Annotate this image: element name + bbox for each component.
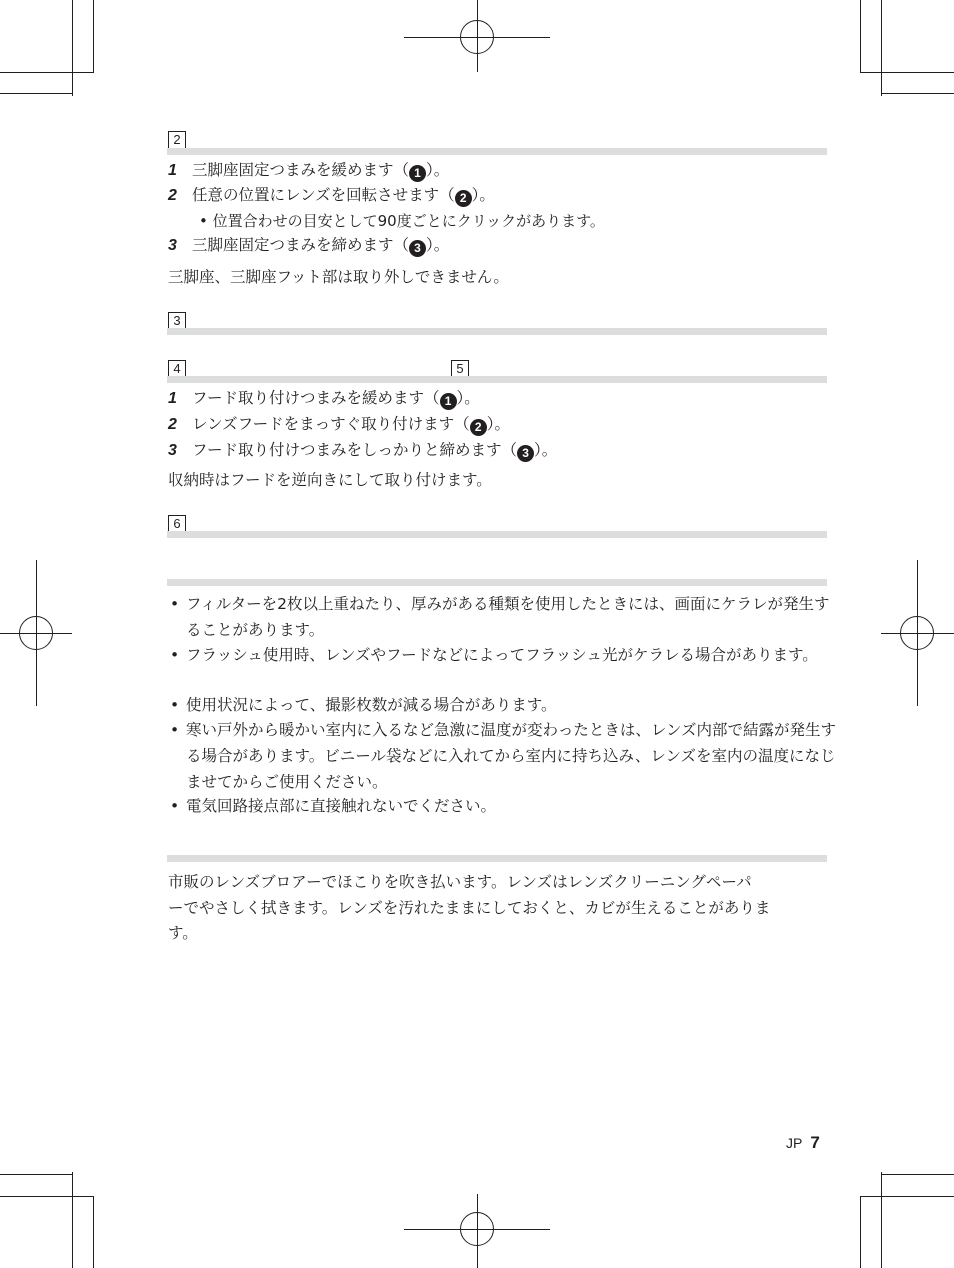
section-rule <box>167 328 827 335</box>
callout-number: 2 <box>455 190 472 207</box>
step-item <box>168 439 557 462</box>
bullet-dot: • <box>170 721 180 739</box>
step-text-end: ）。 <box>486 415 510 433</box>
section-number-box: 3 <box>168 312 186 330</box>
callout-number: 1 <box>409 165 426 182</box>
crop-mark <box>72 1172 73 1268</box>
registration-circle <box>19 616 53 650</box>
page-number: 7 <box>810 1133 820 1152</box>
crop-mark <box>0 72 94 73</box>
callout-number: 2 <box>470 419 487 436</box>
caution-text: フィルターを2枚以上重ねたり、厚みがある種類を使用したときには、画面にケラレが発生することがあります。 <box>186 595 830 639</box>
step-number: 1 <box>168 162 177 179</box>
step-number: 2 <box>168 416 177 433</box>
section-number-box: 5 <box>451 360 469 378</box>
step-number: 1 <box>168 390 177 407</box>
crop-mark <box>860 0 861 72</box>
callout-number: 3 <box>517 445 534 462</box>
section-number-box: 6 <box>168 515 186 533</box>
callout-number: 1 <box>440 393 457 410</box>
step-text-end: ）。 <box>426 236 450 254</box>
sub-bullet: • 位置合わせの目安として90度ごとにクリックがあります。 <box>199 212 605 230</box>
section-rule <box>167 376 827 383</box>
step-item <box>168 413 510 436</box>
caution-item <box>170 692 836 718</box>
section-number-box: 4 <box>168 360 186 378</box>
step-item <box>168 159 449 182</box>
caution-text: 寒い戸外から暖かい室内に入るなど急激に温度が変わったときは、レンズ内部で結露が発生する場合があります。ビニール袋などに入れてから室内に持ち込み、レンズを室内の温度になじませてからご使用ください。 <box>186 721 836 791</box>
caution-item <box>170 642 836 668</box>
step-text-end: ）。 <box>426 161 450 179</box>
step-text-end: ）。 <box>471 186 495 204</box>
care-line: す。 <box>168 924 198 942</box>
crop-mark <box>881 0 882 96</box>
step-item <box>168 387 480 410</box>
crop-mark <box>0 1196 94 1197</box>
callout-number: 3 <box>409 240 426 257</box>
bullet-dot: • <box>170 696 180 714</box>
step-text: フード取り付けつまみをしっかりと締めます（ <box>192 441 518 459</box>
step-text: 任意の位置にレンズを回転させます（ <box>192 186 455 204</box>
crop-mark <box>860 72 954 73</box>
section-rule <box>167 531 827 538</box>
language-label: JP <box>786 1135 803 1151</box>
crop-mark <box>0 93 73 94</box>
crop-mark <box>0 1174 73 1175</box>
step-item <box>168 234 449 257</box>
step-number: 3 <box>168 442 177 459</box>
registration-circle <box>900 616 934 650</box>
section-rule <box>167 855 827 862</box>
crop-mark <box>72 0 73 96</box>
section-number-box: 2 <box>168 131 186 149</box>
crop-mark <box>860 1196 954 1197</box>
page-footer <box>786 1133 820 1153</box>
step-text-end: ）。 <box>456 389 480 407</box>
section-rule <box>167 579 827 586</box>
registration-circle <box>460 1212 494 1246</box>
care-line: 市販のレンズブロアーでほこりを吹き払います。レンズはレンズクリーニングペーパ <box>168 873 752 891</box>
caution-item <box>170 717 836 795</box>
crop-mark <box>860 1196 861 1268</box>
crop-mark <box>881 1174 954 1175</box>
caution-text: フラッシュ使用時、レンズやフードなどによってフラッシュ光がケラレる場合があります。 <box>186 646 818 664</box>
care-line: ーでやさしく拭きます。レンズを汚れたままにしておくと、カビが生えることがありま <box>168 899 771 917</box>
bullet-dot: • <box>170 797 180 815</box>
step-text: フード取り付けつまみを緩めます（ <box>192 389 440 407</box>
step-text: レンズフードをまっすぐ取り付けます（ <box>192 415 470 433</box>
caution-text: 電気回路接点部に直接触れないでください。 <box>186 797 497 815</box>
bullet-dot: • <box>170 646 180 664</box>
crop-mark <box>881 93 954 94</box>
step-number: 3 <box>168 237 177 254</box>
step-text: 三脚座固定つまみを締めます（ <box>192 236 410 254</box>
crop-mark <box>93 1196 94 1268</box>
crop-mark <box>93 0 94 72</box>
registration-circle <box>460 20 494 54</box>
crop-mark <box>881 1172 882 1268</box>
caution-item <box>170 793 836 819</box>
note-text: 収納時はフードを逆向きにして取り付けます。 <box>168 471 492 489</box>
step-text: 三脚座固定つまみを緩めます（ <box>192 161 410 179</box>
step-text-end: ）。 <box>534 441 558 459</box>
section-rule <box>167 148 827 155</box>
caution-item <box>170 591 836 643</box>
bullet-dot: • <box>170 595 180 613</box>
step-number: 2 <box>168 187 177 204</box>
caution-text: 使用状況によって、撮影枚数が減る場合があります。 <box>186 696 557 714</box>
note-text: 三脚座、三脚座フット部は取り外しできません。 <box>168 268 509 286</box>
step-item <box>168 184 495 207</box>
